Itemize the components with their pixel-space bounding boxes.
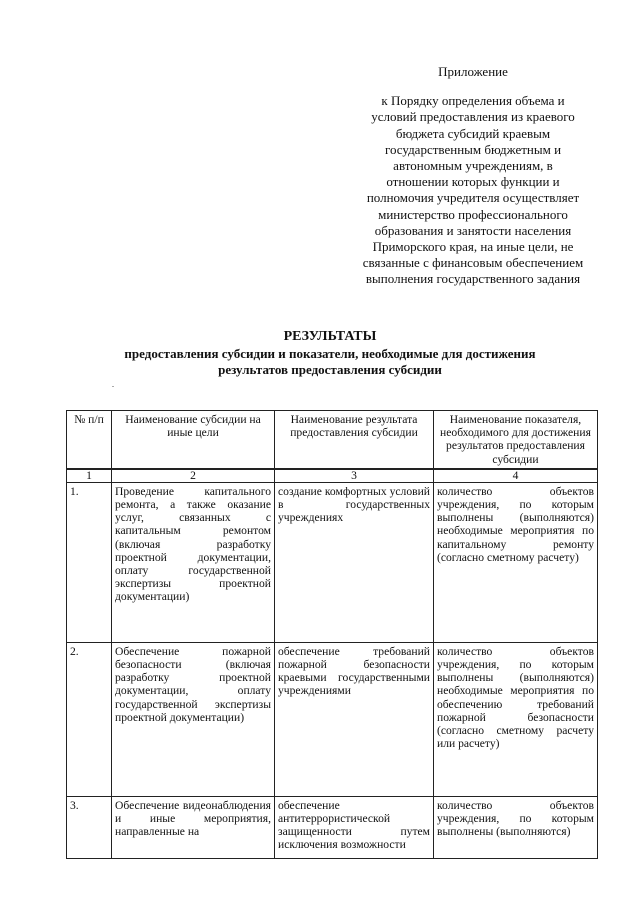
table-row	[67, 642, 598, 796]
row-indicator: количество объектов учреждения, по которым выполнены (выполняются) необходимые мероприятия по капитальному ремонту (согласно сметному расчету)	[434, 482, 598, 642]
row-indicator: количество объектов учреждения, по которым выполнены (выполняются)	[434, 796, 598, 858]
appendix-line: бюджета субсидий краевым	[395, 125, 551, 141]
document-heading	[60, 329, 600, 378]
table-row	[67, 482, 598, 642]
row-subsidy: Обеспечение видеонаблюдения и иные мероприятия, направленные на	[112, 796, 275, 858]
header-number: № п/п	[67, 411, 112, 469]
appendix-line: отношении которых функции и	[386, 174, 560, 190]
header-result: Наименование результата предоставления субсидии	[275, 411, 434, 469]
results-table	[66, 410, 598, 859]
appendix-line: министерство профессионального	[378, 206, 568, 222]
appendix-line: полномочия учредителя осуществляет	[366, 190, 580, 206]
row-number: 1.	[67, 482, 112, 642]
column-number: 4	[434, 469, 598, 483]
row-result: обеспечение требований пожарной безопасности краевыми государственными учреждениями	[275, 642, 434, 796]
row-number: 2.	[67, 642, 112, 796]
appendix-line: автономным учреждениям, в	[393, 158, 553, 174]
header-indicator: Наименование показателя, необходимого для достижения результатов предоставления субсидии	[434, 411, 598, 469]
appendix-line: условий предоставления из краевого	[371, 109, 575, 125]
document-subtitle-line: предоставления субсидии и показатели, необходимые для достижения	[124, 346, 536, 361]
row-subsidy: Проведение капитального ремонта, а также оказание услуг, связанных с капитальным ремонтом (включая разработку проектной документации, оплату государственной экспертизы проектной документации)	[112, 482, 275, 642]
row-result: создание комфортных условий в государственных учреждениях	[275, 482, 434, 642]
row-result: обеспечение антитеррористической защищенности путем исключения возможности	[275, 796, 434, 858]
column-number: 2	[112, 469, 275, 483]
appendix-line: выполнения государственного задания	[365, 271, 581, 287]
appendix-line: к Порядку определения объема и	[381, 93, 565, 109]
appendix-line: связанные с финансовым обеспечением	[362, 255, 584, 271]
appendix-line: Приморского края, на иные цели, не	[372, 239, 574, 255]
header-subsidy: Наименование субсидии на иные цели	[112, 411, 275, 469]
column-number: 3	[275, 469, 434, 483]
table-header-row	[67, 411, 598, 469]
row-indicator: количество объектов учреждения, по которым выполнены (выполняются) необходимые мероприятия по обеспечению требований пожарной безопасности (согласно сметному расчету или расчету)	[434, 642, 598, 796]
appendix-line: образования и занятости населения	[374, 222, 572, 238]
scan-speck	[112, 386, 114, 387]
column-number-row	[67, 469, 598, 483]
table-row	[67, 796, 598, 858]
row-subsidy: Обеспечение пожарной безопасности (включая разработку проектной документации, оплату государственной экспертизы проектной документации)	[112, 642, 275, 796]
document-subtitle-line: результатов предоставления субсидии	[218, 362, 442, 377]
appendix-title: Приложение	[438, 64, 508, 79]
document-title: РЕЗУЛЬТАТЫ	[283, 329, 377, 344]
appendix-block	[340, 64, 606, 288]
appendix-line: государственным бюджетным и	[384, 141, 562, 157]
row-number: 3.	[67, 796, 112, 858]
column-number: 1	[67, 469, 112, 483]
